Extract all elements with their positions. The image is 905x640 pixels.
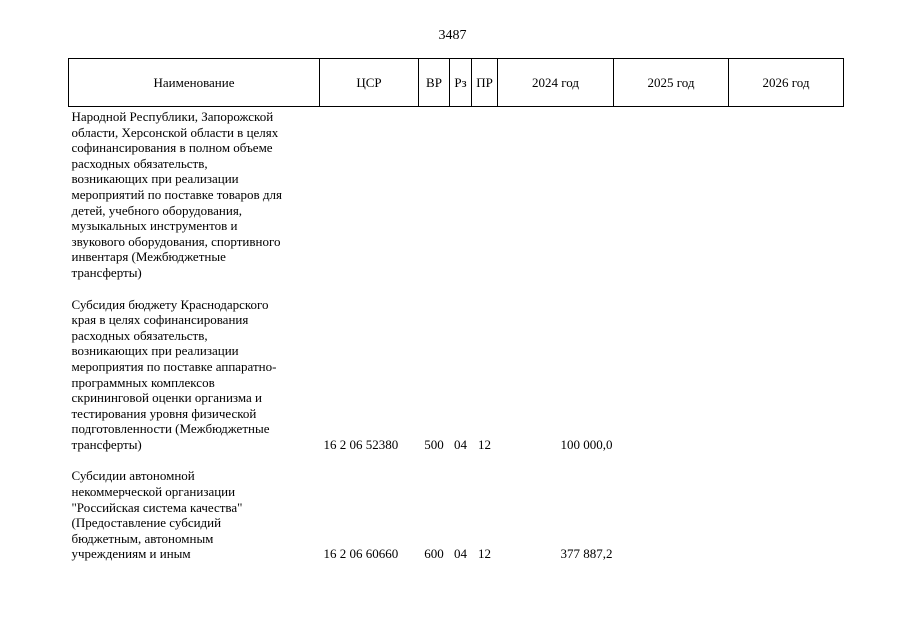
table-row xyxy=(69,466,844,562)
name-line: учреждениям и иным xyxy=(71,546,191,562)
cell-vr: 500 xyxy=(424,436,444,452)
table-header xyxy=(69,59,844,107)
name-line: инвентаря (Межбюджетные xyxy=(71,249,226,265)
name-line: "Российская система качества" xyxy=(71,499,243,515)
cell-pr: 12 xyxy=(478,546,491,562)
page-number: 3487 xyxy=(438,28,467,43)
header-name: Наименование xyxy=(69,59,320,107)
header-year-2025: 2025 год xyxy=(614,59,729,107)
header-year-2024: 2024 год xyxy=(498,59,614,107)
name-line: тестирования уровня физической xyxy=(71,405,257,421)
cell-csr xyxy=(320,107,419,281)
cell-year-2026 xyxy=(729,295,844,453)
row-spacer xyxy=(69,281,844,295)
table-body xyxy=(69,107,844,563)
row-spacer xyxy=(69,452,844,466)
table-row xyxy=(69,295,844,453)
name-line: возникающих при реализации xyxy=(71,171,239,187)
cell-name xyxy=(69,466,320,562)
name-line: (Предоставление субсидий xyxy=(71,515,222,531)
name-line: софинансирования в полном объеме xyxy=(71,140,273,156)
cell-rz: 04 xyxy=(454,436,467,452)
cell-year-2025 xyxy=(614,466,729,562)
cell-year-2024: 100 000,0 xyxy=(560,436,613,452)
name-line: трансферты) xyxy=(71,264,142,280)
name-line: мероприятий по поставке товаров для xyxy=(71,186,282,202)
name-line: трансферты) xyxy=(71,436,142,452)
name-line: звукового оборудования, спортивного xyxy=(71,233,281,249)
cell-name xyxy=(69,107,320,281)
table-row xyxy=(69,107,844,281)
cell-csr: 16 2 06 60660 xyxy=(323,546,399,562)
cell-year-2024 xyxy=(498,107,614,281)
header-vr: ВР xyxy=(419,59,450,107)
cell-pr xyxy=(472,107,498,281)
name-line: детей, учебного оборудования, xyxy=(71,202,243,218)
name-line: края в целях софинансирования xyxy=(71,312,249,328)
cell-year-2026 xyxy=(729,466,844,562)
name-line: Субсидии автономной xyxy=(71,468,195,484)
name-line: подготовленности (Межбюджетные xyxy=(71,421,270,437)
header-csr: ЦСР xyxy=(320,59,419,107)
cell-year-2026 xyxy=(729,107,844,281)
name-line: области, Херсонской области в целях xyxy=(71,124,279,140)
name-line: программных комплексов xyxy=(71,374,215,390)
cell-rz: 04 xyxy=(454,546,467,562)
cell-vr: 600 xyxy=(424,546,444,562)
name-line: некоммерческой организации xyxy=(71,484,236,500)
name-line: Субсидия бюджету Краснодарского xyxy=(71,296,269,312)
cell-name xyxy=(69,295,320,453)
header-rz: Рз xyxy=(450,59,472,107)
header-pr: ПР xyxy=(472,59,498,107)
name-line: Народной Республики, Запорожской xyxy=(71,109,274,124)
name-line: мероприятия по поставке аппаратно- xyxy=(71,358,277,374)
cell-year-2024: 377 887,2 xyxy=(560,546,613,562)
header-year-2026: 2026 год xyxy=(729,59,844,107)
cell-rz xyxy=(450,107,472,281)
cell-year-2025 xyxy=(614,107,729,281)
cell-vr xyxy=(419,107,450,281)
name-line: бюджетным, автономным xyxy=(71,530,214,546)
cell-csr: 16 2 06 52380 xyxy=(323,436,399,452)
budget-table xyxy=(68,58,844,562)
name-line: возникающих при реализации xyxy=(71,343,239,359)
cell-pr: 12 xyxy=(478,436,491,452)
name-line: расходных обязательств, xyxy=(71,155,208,171)
name-line: музыкальных инструментов и xyxy=(71,218,238,234)
name-line: скрининговой оценки организма и xyxy=(71,390,262,406)
name-line: расходных обязательств, xyxy=(71,327,208,343)
cell-year-2025 xyxy=(614,295,729,453)
